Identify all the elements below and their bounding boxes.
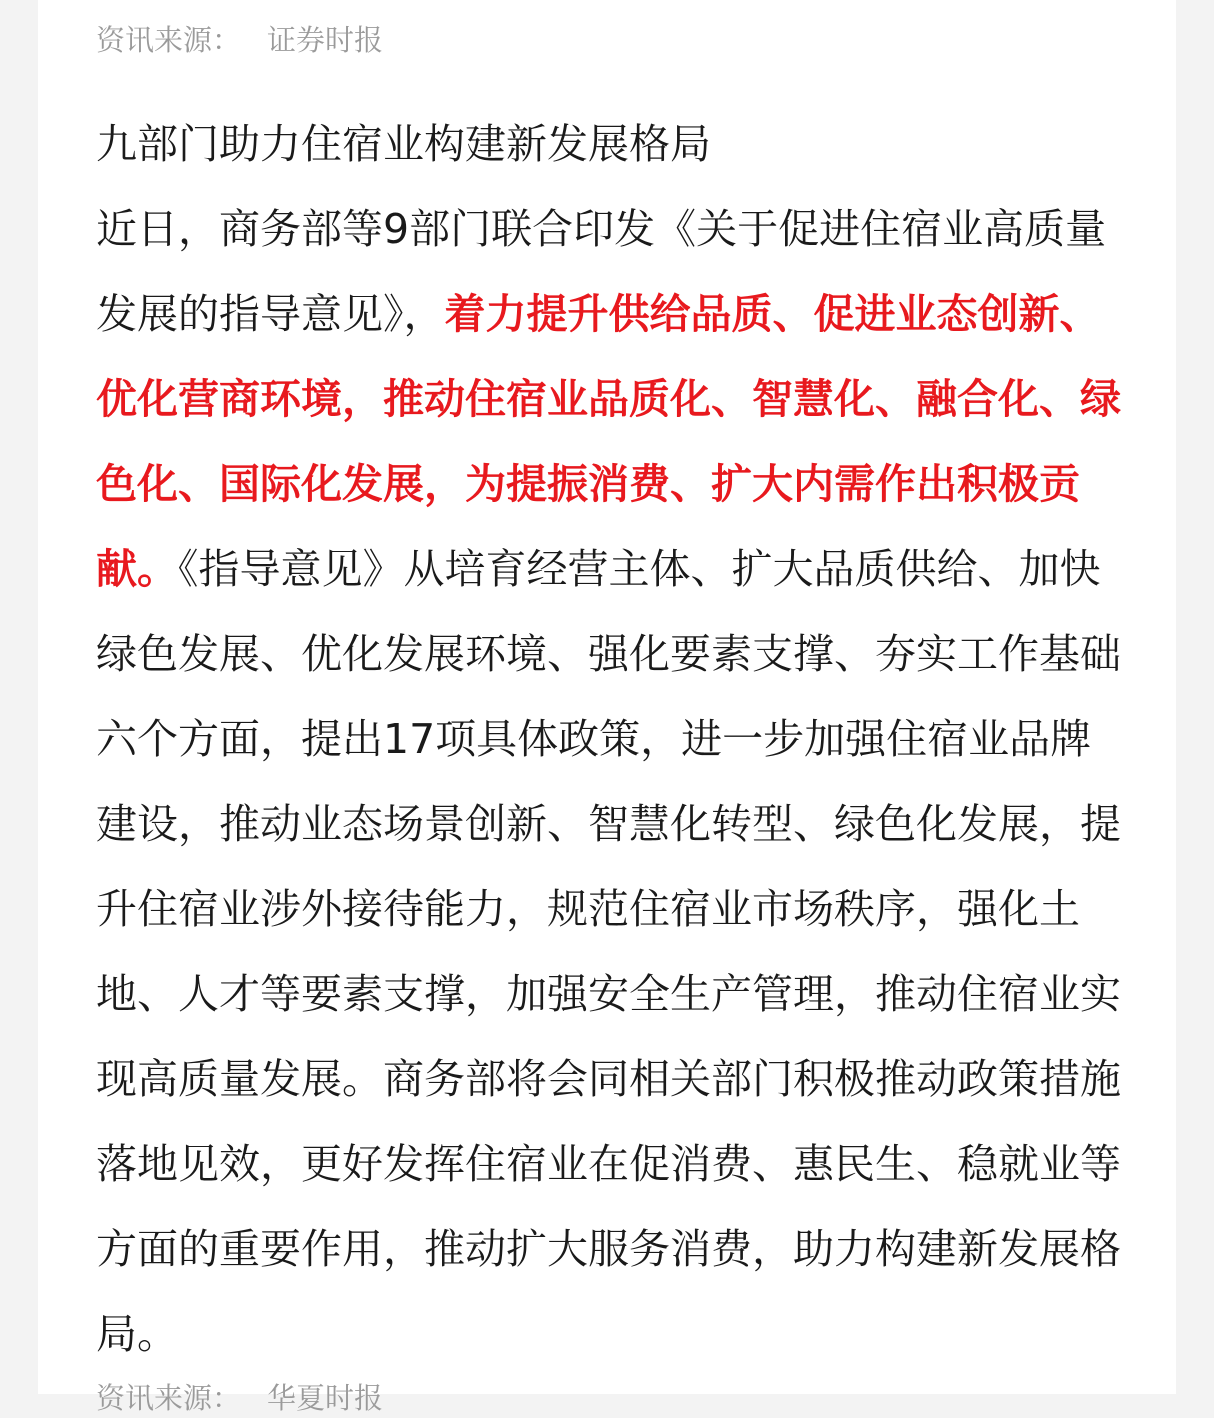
source-name: 证券时报 — [267, 23, 384, 57]
body-text-highlight: 着力提升供给品质、促进业态创新、优化营商环境，推动住宿业品质化、智慧化、融合化、绿色化、国际化发展，为提振消费、扩大内需作出积极贡献。 — [96, 290, 1121, 593]
source-label: 资讯来源： — [96, 23, 242, 57]
next-source-line — [96, 1378, 383, 1418]
article-card — [38, 0, 1176, 1415]
next-source-label: 资讯来源： — [96, 1381, 242, 1415]
article-body — [96, 187, 1126, 1377]
body-text-details: 《指导意见》从培育经营主体、扩大品质供给、加快绿色发展、优化发展环境、强化要素支撑、夯实工作基础六个方面，提出17项具体政策，进一步加强住宿业品牌建设，推动业态场景创新、智慧化转型、绿色化发展，提升住宿业涉外接待能力，规范住宿业市场秩序，强化土地、人才等要素支撑，加强安全生产管理，推动住宿业实现高质量发展。商务部将会同相关部门积极推动政策措施落地见效，更好发挥住宿业在促消费、惠民生、稳就业等方面的重要作用，推动扩大服务消费，助力构建新发展格局。 — [96, 545, 1121, 1358]
source-line — [96, 20, 383, 60]
article-title: 九部门助力住宿业构建新发展格局 — [96, 120, 711, 168]
body-text-intro: 近日，商务部等9部门联合印发《关于促进住宿业高质量发展的指导意见》， — [96, 205, 1107, 338]
next-source-name: 华夏时报 — [267, 1381, 384, 1415]
